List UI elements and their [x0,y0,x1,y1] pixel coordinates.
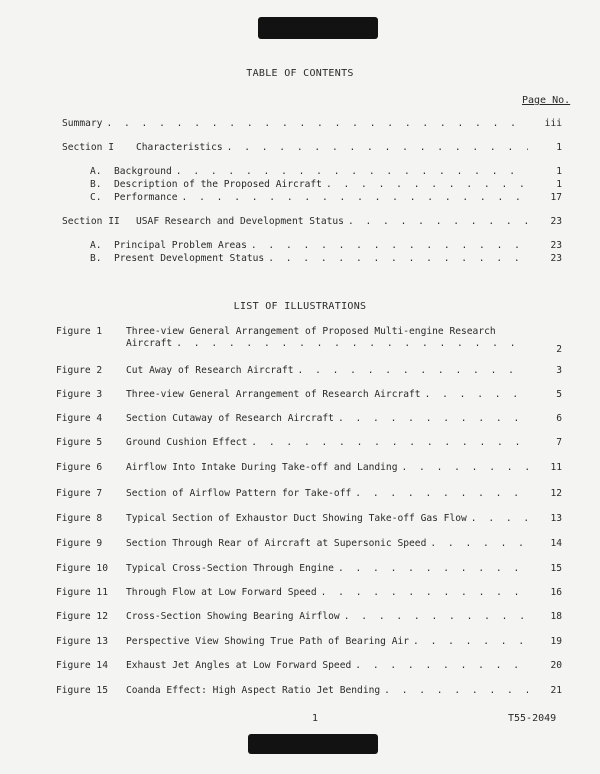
redaction-bar-bottom [248,734,378,754]
toc-page-number: 1 [556,179,562,190]
figure-page-number: 19 [550,636,562,647]
figure-page-number: 18 [550,611,562,622]
toc-page-number: 1 [556,166,562,177]
figure-row [56,488,562,502]
toc-section-title: Characteristics [136,142,223,153]
toc-subitem-letter: A. [90,240,102,251]
figure-caption: Through Flow at Low Forward Speed [126,587,317,598]
figure-caption: Airflow Into Intake During Take-off and Landing [126,462,398,473]
figure-row [56,365,562,379]
leader-dots [251,240,528,251]
figure-row [56,513,562,527]
leader-dots [425,389,528,400]
toc-summary-row [62,118,562,132]
leader-dots [321,587,528,598]
toc-section-title: USAF Research and Development Status [136,216,344,227]
figure-label: Figure 12 [56,611,108,622]
figure-caption: Section Through Rear of Aircraft at Supersonic Speed [126,538,427,549]
figure-caption: Cross-Section Showing Bearing Airflow [126,611,340,622]
toc-page-number: 23 [550,216,562,227]
figure-page-number: 12 [550,488,562,499]
figure-page-number: 11 [550,462,562,473]
toc-section-row [62,216,562,230]
footer-page-number: 1 [312,713,319,724]
figure-label: Figure 4 [56,413,103,424]
toc-page-number: 23 [550,240,562,251]
figure-caption: Aircraft [126,338,173,349]
toc-section-label: Section II [62,216,120,227]
leader-dots [355,660,528,671]
figure-caption: Ground Cushion Effect [126,437,248,448]
footer-doc-code: T55-2049 [508,713,557,724]
figure-caption: Three-view General Arrangement of Research Aircraft [126,389,421,400]
toc-subitem-text: Description of the Proposed Aircraft [114,179,322,190]
figure-page-number: 7 [556,437,562,448]
figure-row [56,660,562,674]
figure-caption: Exhaust Jet Angles at Low Forward Speed [126,660,352,671]
figure-label: Figure 15 [56,685,108,696]
figure-label: Figure 6 [56,462,103,473]
toc-subitem-row [90,240,562,254]
figure-row [56,636,562,650]
toc-section-label: Section I [62,142,114,153]
leader-dots [430,538,528,549]
leader-dots [268,253,528,264]
figure-caption: Perspective View Showing True Path of Bearing Air [126,636,410,647]
leader-dots [251,437,528,448]
toc-page-number: 17 [550,192,562,203]
toc-section-row [62,142,562,156]
figure-page-number: 2 [556,344,562,355]
toc-subitem-text: Present Development Status [114,253,265,264]
figure-caption: Three-view General Arrangement of Proposed Multi-engine Research [126,326,496,337]
figure-row [56,462,562,476]
toc-subitem-row [90,192,562,206]
figure-page-number: 21 [550,685,562,696]
loi-title: LIST OF ILLUSTRATIONS [233,301,367,312]
toc-subitem-letter: B. [90,253,102,264]
figure-label: Figure 1 [56,326,103,337]
toc-subitem-letter: B. [90,179,102,190]
figure-page-number: 3 [556,365,562,376]
leader-dots [413,636,528,647]
toc-subitem-row [90,253,562,267]
leader-dots [471,513,528,524]
leader-dots [298,365,528,376]
toc-summary-label: Summary [62,118,103,129]
figure-label: Figure 13 [56,636,108,647]
leader-dots [401,462,528,473]
figure-label: Figure 2 [56,365,103,376]
figure-row [56,563,562,577]
figure-row-continuation [126,338,562,355]
figure-page-number: 16 [550,587,562,598]
leader-dots [176,166,528,177]
figure-label: Figure 5 [56,437,103,448]
figure-row [56,413,562,427]
figure-caption: Typical Section of Exhaustor Duct Showing Take-off Gas Flow [126,513,467,524]
leader-dots [338,563,528,574]
figure-label: Figure 11 [56,587,108,598]
toc-subitem-text: Principal Problem Areas [114,240,247,251]
toc-page-number: 23 [550,253,562,264]
leader-dots [384,685,528,696]
figure-row [56,437,562,451]
figure-page-number: 14 [550,538,562,549]
figure-label: Figure 3 [56,389,103,400]
figure-caption: Typical Cross-Section Through Engine [126,563,334,574]
figure-row [56,685,562,699]
leader-dots [348,216,528,227]
toc-subitem-letter: C. [90,192,102,203]
leader-dots [326,179,528,190]
leader-dots [355,488,528,499]
leader-dots [182,192,528,203]
redaction-bar-top [258,17,378,39]
leader-dots [338,413,528,424]
figure-caption: Coanda Effect: High Aspect Ratio Jet Bending [126,685,381,696]
toc-title: TABLE OF CONTENTS [246,68,354,79]
figure-page-number: 5 [556,389,562,400]
figure-row [56,587,562,601]
figure-label: Figure 7 [56,488,103,499]
figure-page-number: 15 [550,563,562,574]
figure-label: Figure 9 [56,538,103,549]
figure-row [56,611,562,625]
leader-dots [344,611,528,622]
leader-dots [227,142,528,153]
leader-dots [176,338,528,349]
figure-page-number: 13 [550,513,562,524]
toc-subitem-letter: A. [90,166,102,177]
figure-caption: Section Cutaway of Research Aircraft [126,413,334,424]
figure-label: Figure 14 [56,660,108,671]
toc-subitem-row [90,166,562,180]
page-no-header: Page No. [522,95,571,106]
toc-page-number: iii [544,118,562,129]
figure-page-number: 6 [556,413,562,424]
figure-label: Figure 8 [56,513,103,524]
figure-row [56,389,562,403]
toc-subitem-text: Background [114,166,172,177]
figure-label: Figure 10 [56,563,108,574]
toc-subitem-row [90,179,562,193]
figure-caption: Section of Airflow Pattern for Take-off [126,488,352,499]
toc-subitem-text: Performance [114,192,178,203]
figure-caption: Cut Away of Research Aircraft [126,365,294,376]
figure-page-number: 20 [550,660,562,671]
leader-dots [106,118,528,129]
toc-page-number: 1 [556,142,562,153]
figure-row [56,538,562,552]
